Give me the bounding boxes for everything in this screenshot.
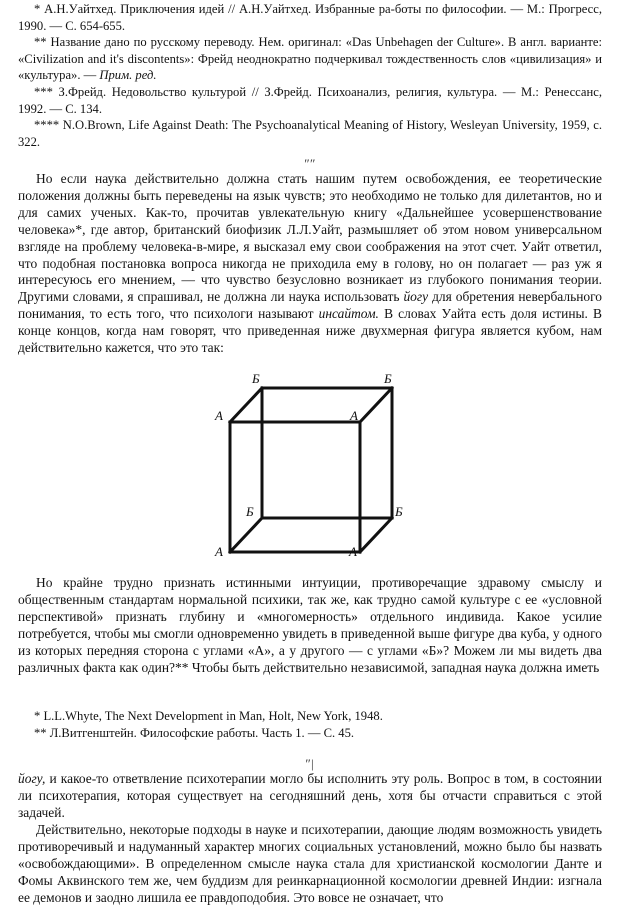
paragraph-3-text: и какое-то ответвление психотерапии могло бы исполнить эту роль. Вопрос в том, в состоянии ли психотерапия, которая существует на сегодняшний день, хотя бы отчасти справиться с этой задачей.	[18, 771, 603, 820]
footnote-4: **** N.O.Brown, Life Against Death: The Psychoanalytical Meaning of History, Wesleyan University, 1959, с. 322.	[18, 118, 602, 149]
paragraph-1-part2: для обретения невербального понимания, то есть того, что психологи называют	[18, 289, 603, 322]
label-b-bottom-left: Б	[246, 504, 254, 519]
paragraph-4-block	[0, 822, 620, 907]
cube-edge-top-left	[230, 388, 262, 422]
paragraph-4	[0, 822, 620, 907]
paragraph-3	[0, 771, 620, 822]
footnote-mid-2: ** Л.Витгенштейн. Философские работы. Часть 1. — С. 45.	[34, 725, 355, 740]
footnote-2-text: ** Название дано по русскому переводу. Нем. оригинал: «Das Unbehagen der Culture». В англ. варианте: «Civilization and it's discontents»: Фрейд неоднократно подчеркивал тождественность слов «цивилизация» и «культура». —	[18, 35, 602, 83]
paragraph-1-part1: Но если наука действительно должна стать нашим путем освобождения, ее теоретические положения должны быть переведены на язык чувств; это необходимо не только для дилетантов, но и для самих ученых. Как-то, прочитав увлекательную книгу «Дальнейшее усовершенствование человека»*, где автор, британский биофизик Л.Л.Уайт, размышляет об этом новом универсальном взгляде на проблему человека-в-мире, я высказал ему свои соображения на этот счет. Уайт ответил, что подобная постановка вопроса никогда не приходила ему в голову, но он полагает — раз уж я интересуюсь его мнением, — что чувство безусловно возникает из глубокого понимания теории. Другими словами, я спрашивал, не должна ли наука использовать	[18, 171, 602, 305]
page-marker-1: ʺʺ	[304, 156, 316, 171]
label-a-bottom-left: А	[215, 544, 223, 559]
yoga-term: йогу	[403, 289, 429, 305]
paragraph-1-block	[0, 171, 620, 357]
label-b-bottom-right: Б	[395, 504, 403, 519]
paragraph-1-part3: В словах Уайта есть доля истины. В конце концов, когда нам говорят, что приведенная ниже двухмерная фигура является кубом, нам действительно кажется, что это так:	[18, 306, 603, 356]
label-b-top-right: Б	[384, 371, 392, 386]
cube-edge-bottom-right	[360, 518, 392, 552]
paragraph-2-block	[0, 575, 620, 676]
footnote-mid-1: * L.L.Whyte, The Next Development in Man, Holt, New York, 1948.	[34, 709, 383, 723]
label-a-top-left: А	[215, 408, 223, 423]
cube-drawing	[212, 370, 412, 565]
paragraph-2-text: Но крайне трудно признать истинными интуиции, противоречащие здравому смыслу и общественным стандартам нормальной психики, так же, как трудно самой культуре с ее «условной перспективой» признать глубину и «многомерность» отдельного индивида. Какое усилие потребуется, чтобы мы смогли одновременно увидеть в приведенной выше фигуре два куба, у одного из которых передняя сторона с углами «А», а у другого — с углами «Б»? Можем ли мы видеть два различных факта как один?** Чтобы быть действительно независимой, западная наука должна иметь	[18, 575, 602, 675]
label-a-top-right: А	[350, 408, 358, 423]
footnote-2	[0, 34, 620, 84]
paragraph-2	[0, 575, 620, 676]
footnote-1: * А.Н.Уайтхед. Приключения идей // А.Н.Уайтхед. Избранные ра-боты по философии. — М.: Прогресс, 1990. — С. 654-655.	[18, 2, 602, 33]
paragraph-4-text: Действительно, некоторые подходы в науке и психотерапии, дающие людям возможность увидеть противоречивый и надуманный характер многих социальных установлений, можно было бы назвать «освобождающими». В определенном смысле наука стала для христианской космологии Данте и Фомы Аквинского тем же, чем буддизм для реинкарнационной космологии древней Индии: изгнала ее демонов и заодно лишила ее правдоподобия. Это вовсе не означает, что	[18, 822, 602, 905]
editor-note: Прим. ред.	[99, 68, 157, 83]
cube-edge-bottom-left	[230, 518, 262, 552]
label-b-top-left: Б	[252, 371, 260, 386]
footnotes-mid	[0, 708, 620, 741]
insight-term: инсайтом.	[318, 306, 379, 322]
paragraph-1	[0, 171, 620, 357]
page-marker-2: ʺ|	[305, 756, 315, 771]
paragraph-3-block	[0, 771, 620, 822]
footnotes-top	[0, 1, 620, 150]
label-a-bottom-right: А	[349, 544, 357, 559]
footnote-3: *** З.Фрейд. Недовольство культурой // З.Фрейд. Психоанализ, религия, культура. — М.: Ренессанс, 1992. — С. 134.	[18, 84, 602, 116]
cube-edge-top-right	[360, 388, 392, 422]
cube-figure	[212, 370, 412, 565]
yoga-term-2: йогу,	[18, 771, 46, 786]
